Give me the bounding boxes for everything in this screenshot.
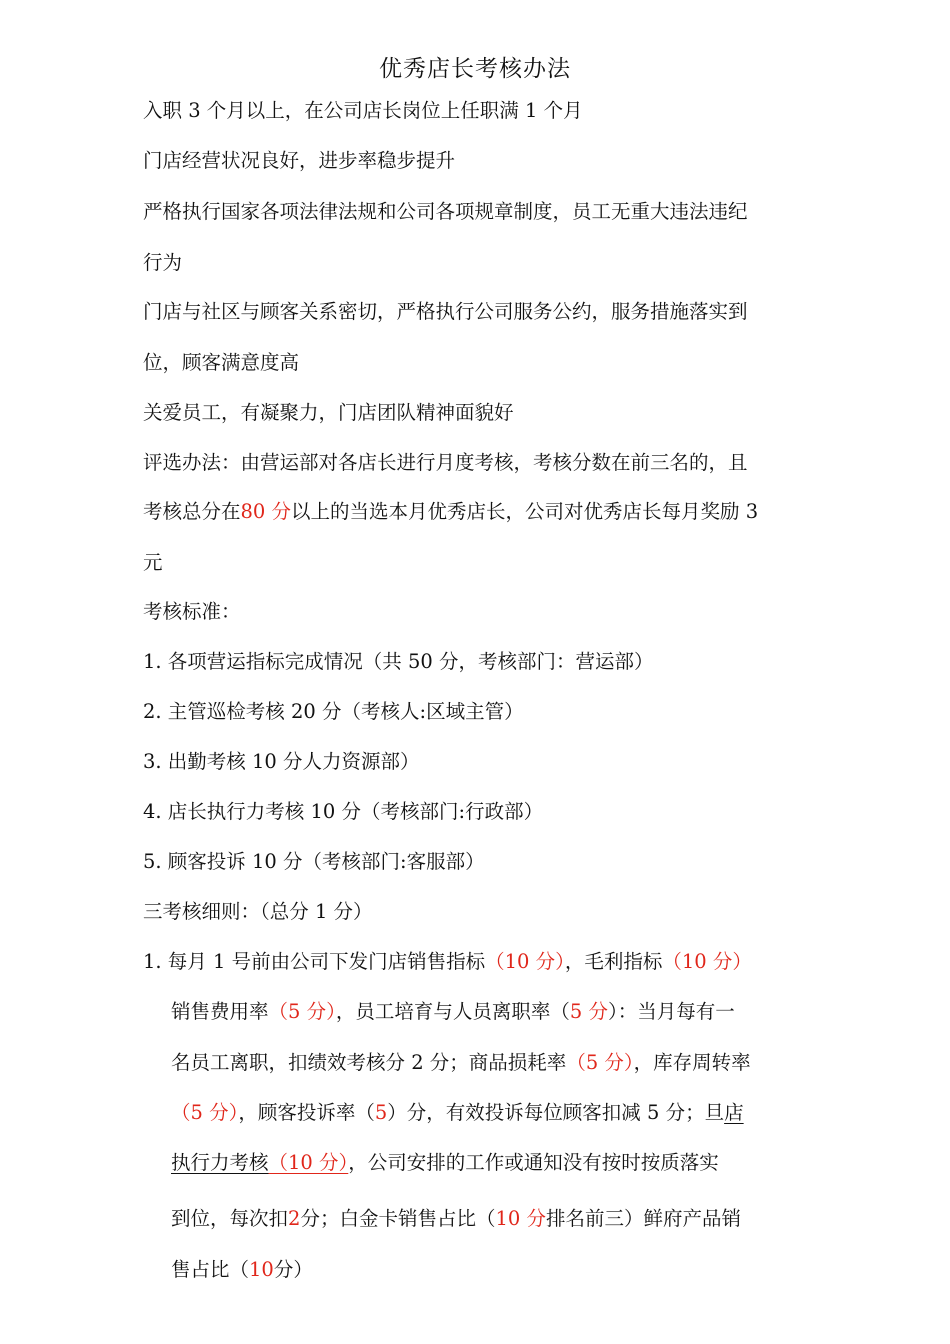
text-segment: 排名前三）鲜府产品销 [545,1207,741,1230]
text-segment: 考核总分在 [143,500,241,523]
text-segment: ）分，有效投诉每位顾客扣减 5 分；旦 [387,1101,725,1124]
text-segment: 售占比（ [171,1258,250,1281]
text-segment: ，顾客投诉率（ [238,1101,375,1124]
text-line [143,748,420,776]
text-line [143,198,748,226]
text-line [143,549,163,577]
text-line [171,998,735,1026]
text-line [143,648,654,676]
text-segment: 分；白金卡销售占比（ [300,1207,496,1230]
text-segment: 以上的当选本月优秀店长，公司对优秀店长每月奖励 3 [291,500,759,523]
text-segment: 80 分 [240,500,292,523]
text-segment: （10 分） [268,1151,349,1174]
text-segment: （5 分） [566,1051,634,1074]
text-segment: 10 [249,1258,274,1281]
text-line [143,798,543,826]
text-segment: 位，顾客满意度高 [143,351,300,374]
text-segment: 考核标准： [143,600,241,623]
text-line [171,1099,744,1127]
text-segment: 到位，每次扣 [171,1207,289,1230]
text-segment: 2. 主管巡检考核 20 分（考核人:区域主管） [143,700,524,723]
text-segment: （10 分） [485,950,565,973]
text-segment: 店 [724,1101,744,1124]
text-segment: 执行力考核 [171,1151,269,1174]
text-line [143,898,373,926]
text-segment: 4. 店长执行力考核 10 分（考核部门:行政部） [143,800,544,823]
text-line [171,1049,751,1077]
text-line [171,1205,741,1233]
text-segment: （5 分） [268,1000,336,1023]
text-segment: ，公司安排的工作或通知没有按时按质落实 [348,1151,719,1174]
text-line [143,698,524,726]
text-segment: （10 分） [662,950,752,973]
text-line [143,249,182,277]
text-segment: 元 [143,551,163,574]
document-title: 优秀店长考核办法 [379,56,571,82]
text-segment: 严格执行国家各项法律法规和公司各项规章制度，员工无重大违法违纪 [143,200,748,223]
text-line [143,848,485,876]
text-segment: 5. 顾客投诉 10 分（考核部门:客服部） [143,850,485,873]
text-segment: ，员工培育与人员离职率（ [335,1000,570,1023]
text-segment: 行为 [143,251,183,274]
text-segment: 10 分 [495,1207,546,1230]
text-segment: 1. 各项营运指标完成情况（共 50 分，考核部门：营运部） [143,650,654,673]
text-segment: 关爱员工，有凝聚力，门店团队精神面貌好 [143,401,514,424]
text-segment: ，毛利指标 [564,950,663,973]
text-line [171,1256,313,1284]
text-segment: 1. 每月 1 号前由公司下发门店销售指标 [143,950,486,973]
text-segment: 评选办法：由营运部对各店长进行月度考核，考核分数在前三名的，且 [143,451,748,474]
text-segment: 销售费用率 [171,1000,269,1023]
text-segment: 5 分 [569,1000,608,1023]
text-segment: 入职 3 个月以上，在公司店长岗位上任职满 1 个月 [143,99,583,122]
text-segment: 3. 出勤考核 10 分人力资源部） [143,750,420,773]
text-segment: ）：当月每有一 [608,1000,735,1023]
text-line [143,97,583,125]
text-line [143,948,752,976]
text-line [143,498,758,526]
text-segment: 分） [273,1258,313,1281]
text-segment: 5 [374,1101,388,1124]
text-line [143,598,241,626]
text-line [143,298,748,326]
text-segment: 2 [288,1207,301,1230]
text-segment: 门店与社区与顾客关系密切，严格执行公司服务公约，服务措施落实到 [143,300,748,323]
text-segment: 门店经营状况良好，进步率稳步提升 [143,149,456,172]
text-segment: 三考核细则：（总分 1 分） [143,900,373,923]
text-line [143,349,299,377]
text-line [171,1149,719,1177]
text-line [143,147,455,175]
text-line [143,449,748,477]
text-segment: 名员工离职，扣绩效考核分 2 分；商品损耗率 [171,1051,567,1074]
text-line [143,399,514,427]
text-segment: （5 分） [171,1101,239,1124]
text-segment: ，库存周转率 [633,1051,751,1074]
